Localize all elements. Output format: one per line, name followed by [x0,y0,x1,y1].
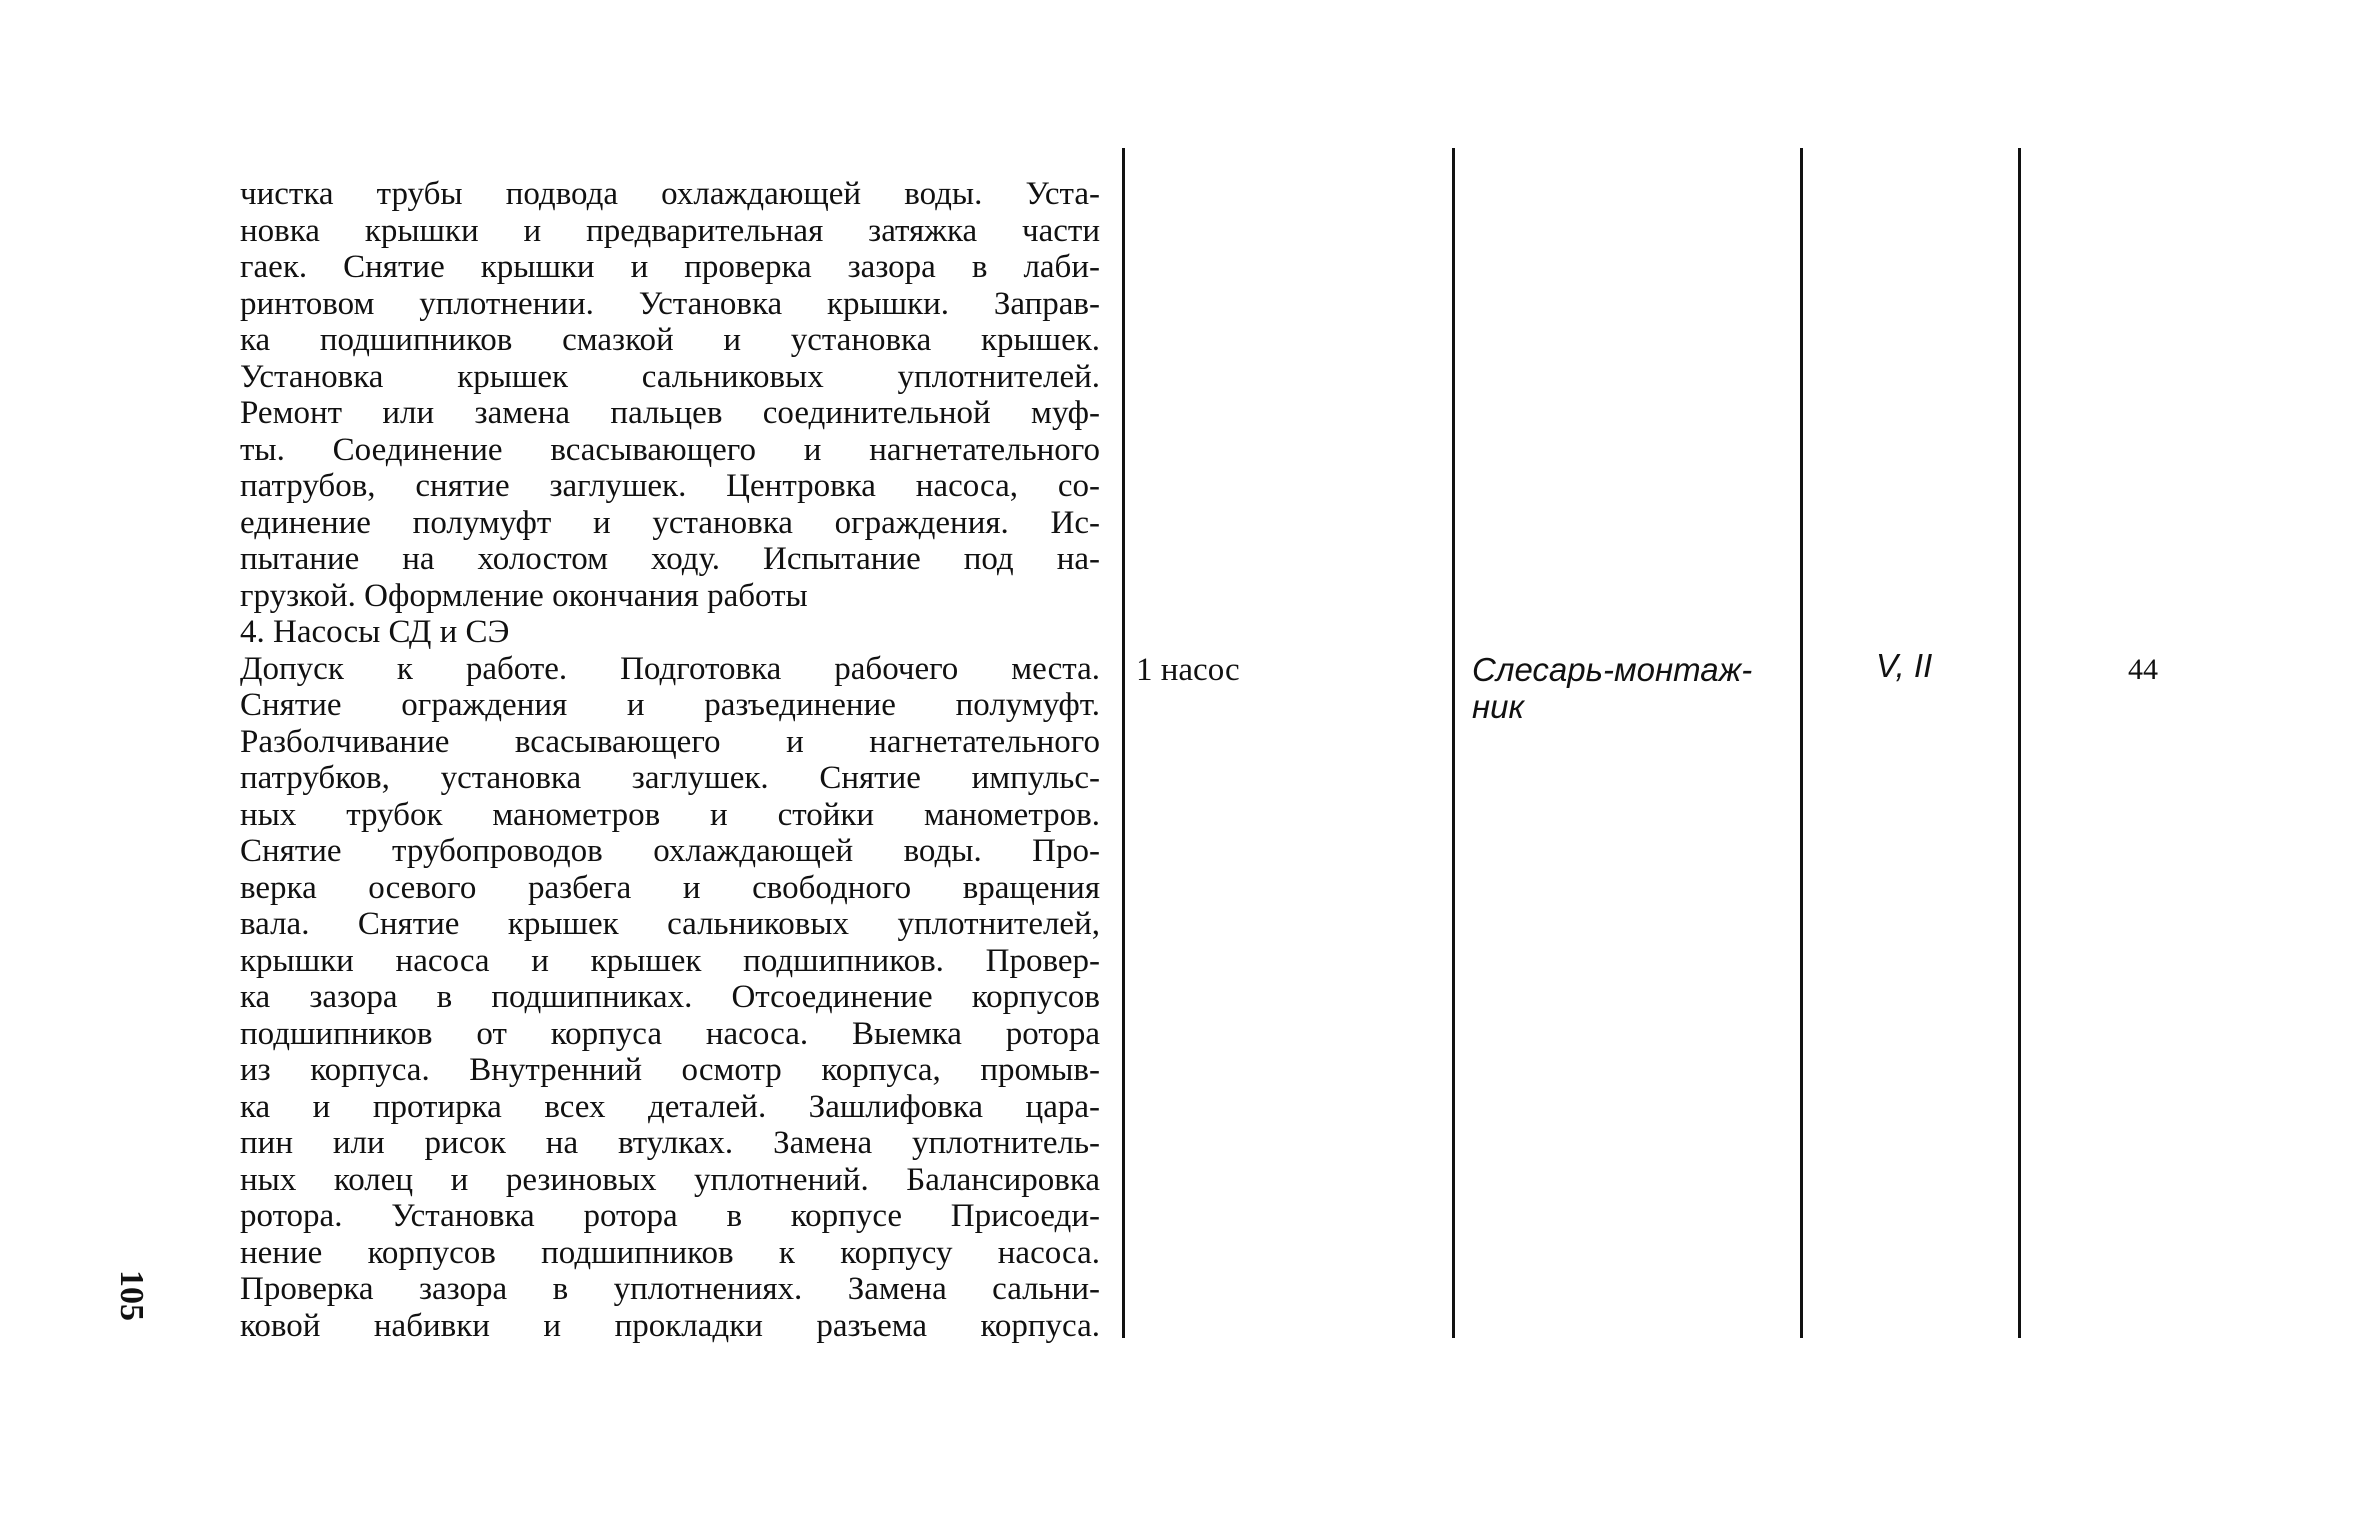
description-line: чистка трубы подвода охлаждающей воды. Уста- [240,176,1100,212]
description-line: подшипников от корпуса насоса. Выемка ротора [240,1015,1100,1052]
worker-line-1: Слесарь-монтаж- [1472,651,1753,688]
description-line: Проверка зазора в уплотнениях. Замена сальни- [240,1271,1100,1307]
page-number: 105 [113,1270,150,1321]
grade-value: V, II [1876,647,1933,684]
worker-line-2: ник [1472,687,1525,725]
description-line: Установка крышек сальниковых уплотнителей. [240,358,1100,395]
description-line: патрубов, снятие заглушек. Центровка насоса, со- [240,468,1100,504]
norm-value: 44 [2128,653,2158,686]
description-line: новка крышки и предварительная затяжка части [240,212,1100,249]
description-line: гаек. Снятие крышки и проверка зазора в лаби- [240,249,1100,285]
description-line: Допуск к работе. Подготовка рабочего места. [240,650,1100,687]
description-line: грузкой. Оформление окончания работы [240,577,808,614]
description-line: ка подшипников смазкой и установка крышек. [240,322,1100,358]
unit-cell [1136,652,1240,689]
unit-value: 1 насос [1136,652,1240,688]
description-line: верка осевого разбега и свободного вращения [240,869,1100,906]
description-line: ты. Соединение всасывающего и нагнетательного [240,431,1100,468]
description-line: из корпуса. Внутренний осмотр корпуса, промыв- [240,1052,1100,1088]
description-line: Ремонт или замена пальцев соединительной муф- [240,395,1100,431]
description-line: единение полумуфт и установка ограждения. Ис- [240,504,1100,541]
norm-cell [2128,652,2158,689]
description-line: ка зазора в подшипниках. Отсоединение корпусов [240,979,1100,1015]
column-rule-1 [1122,148,1125,1338]
description-line: пин или рисок на втулках. Замена уплотнитель- [240,1125,1100,1161]
description-line: ка и протирка всех деталей. Зашлифовка цара- [240,1088,1100,1125]
column-rule-3 [1800,148,1803,1338]
description-line: Разболчивание всасывающего и нагнетательного [240,723,1100,760]
description-line: крышки насоса и крышек подшипников. Провер- [240,942,1100,979]
grade-cell [1876,648,1932,685]
column-rule-4 [2018,148,2021,1338]
description-line: вала. Снятие крышек сальниковых уплотнителей, [240,906,1100,942]
description-line: пытание на холостом ходу. Испытание под на- [240,541,1100,577]
description-line: нение корпусов подшипников к корпусу насоса. [240,1234,1100,1271]
description-line: ковой набивки и прокладки разъема корпуса. [240,1307,1100,1344]
description-line: ротора. Установка ротора в корпусе Присоеди- [240,1198,1100,1234]
description-line: Снятие трубопроводов охлаждающей воды. Про- [240,833,1100,869]
description-line: ринтовом уплотнении. Установка крышки. Заправ- [240,285,1100,322]
description-line: ных колец и резиновых уплотнений. Балансировка [240,1161,1100,1198]
description-line: патрубков, установка заглушек. Снятие импульс- [240,760,1100,796]
description-line: Снятие ограждения и разъединение полумуфт. [240,687,1100,723]
worker-cell [1472,652,1752,725]
section-heading: 4. Насосы СД и СЭ [240,614,510,650]
description-line: ных трубок манометров и стойки манометров. [240,796,1100,833]
column-rule-2 [1452,148,1455,1338]
work-description-column [240,176,1100,1344]
